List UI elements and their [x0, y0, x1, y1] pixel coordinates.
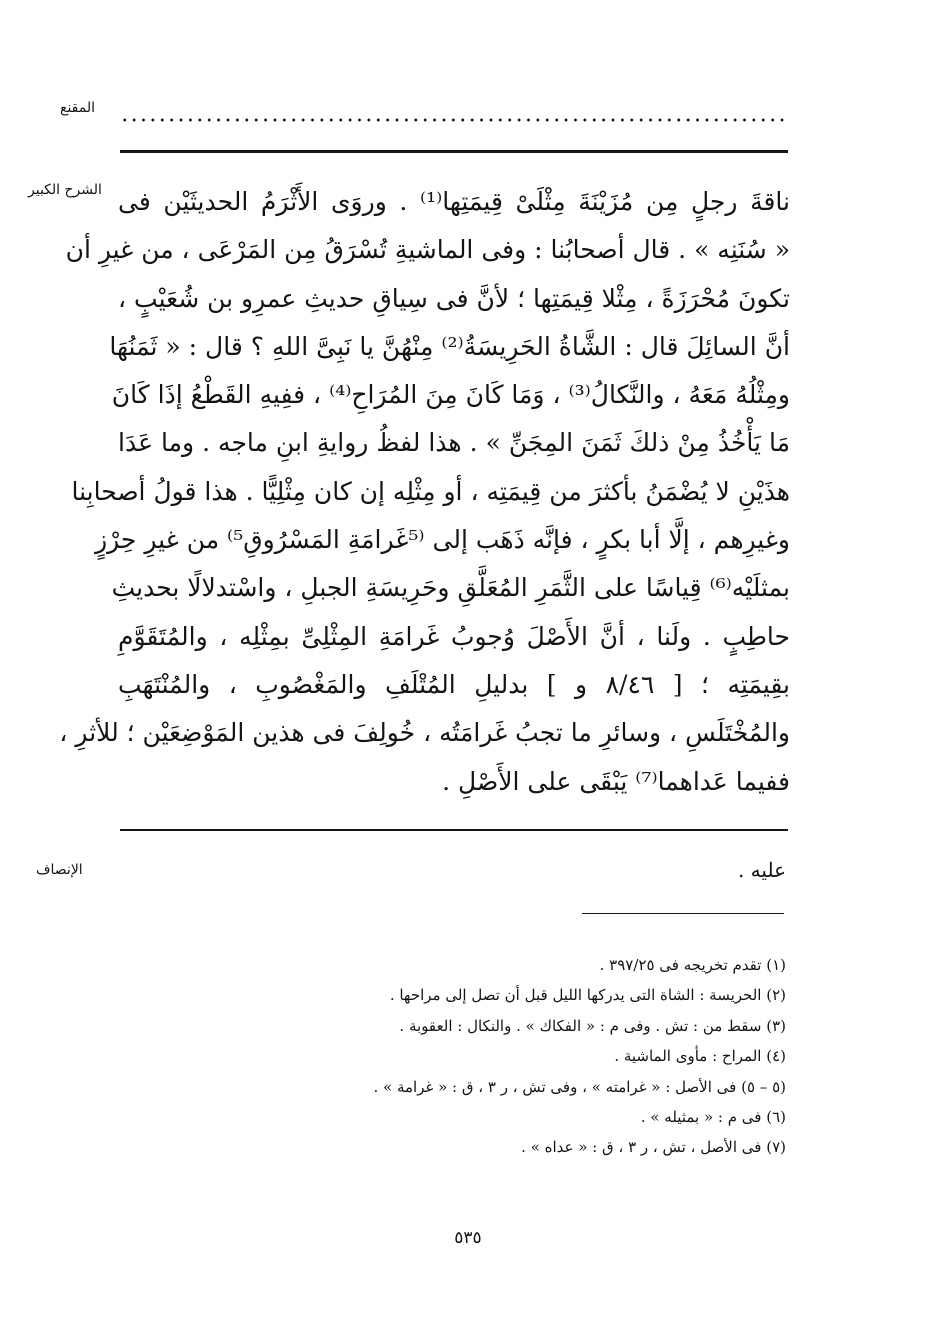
- footnote-separator: [582, 913, 784, 914]
- commentary-line-2: « سُنَنِه » . قال أصحابُنا : وفى الماشيةِ تُسْرَقُ مِن المَرْعَى ، من غيرِ أن: [65, 235, 790, 265]
- book-title-label: المقنع: [60, 100, 96, 116]
- footnote-1: (١) تقدم تخريجه فى ٣٩٧/٢٥ .: [599, 956, 786, 974]
- commentary-end-rule: [120, 829, 788, 831]
- footnote-2: (٢) الحريسة : الشاة التى يدركها الليل قبل أن تصل إلى مراحها .: [389, 986, 786, 1005]
- commentary-line-10: حاطِبٍ . ولَنا ، أنَّ الأَصْلَ وُجوبُ غَرامَةِ المِثْلِىِّ بمِثْلِه ، والمُتَقَوَّمِ: [118, 621, 790, 651]
- commentary-line-3: تكونَ مُحْرَزَةً ، مِثْلا قِيمَتِها ؛ لأنَّ فى سِياقِ حديثِ عمرِو بن شُعَيْبٍ ،: [118, 283, 790, 313]
- commentary-line-11: بقِيمَتِه ؛ [ ٨/٤٦ و ] بدليلِ المُتْلَفِ والمَغْصُوبِ ، والمُنْتَهَبِ: [118, 669, 790, 699]
- commentary-line-5: ومِثْلُهُ مَعَهُ ، والنَّكالُ⁽³⁾ ، وَمَا كَانَ مِنَ المُرَاحِ⁽⁴⁾ ، ففِيهِ القَطْعُ إذَا كَانَ: [111, 380, 790, 410]
- commentary-line-13: ففيما عَداهما⁽⁷⁾ يَبْقَى على الأَصْلِ .: [442, 766, 790, 796]
- header-dotted-leader: [120, 118, 788, 122]
- footnote-3: (٣) سقط من : تش . وفى م : « الفكاك » . والنكال : العقوبة .: [399, 1016, 786, 1035]
- footnote-6: (٦) فى م : « بمثيله » .: [640, 1107, 786, 1126]
- commentary-line-7: هذَيْنِ لا يُضْمَنُ بأكثرَ من قِيمَتِه ، أو مِثْلِه إن كان مِثْلِيًّا . هذا قولُ أصحابِنا: [71, 476, 790, 506]
- footnote-7: (٧) فى الأصل ، تش ، ر ٣ ، ق : « عداه » .: [521, 1138, 786, 1157]
- insaf-section-label: الإنصاف: [36, 862, 83, 878]
- commentary-line-9: بمثلَيْه⁽⁶⁾ قِياسًا على الثَّمَرِ المُعَلَّقِ وحَرِيسَةِ الجبلِ ، واسْتدلالًا بحديثِ: [111, 573, 790, 603]
- commentary-line-6: مَا يَأْخُذُ مِنْ ذلكَ ثَمَنَ المِجَنِّ » . هذا لفظُ روايةِ ابنِ ماجه . وما عَدَا: [118, 428, 790, 458]
- commentary-line-12: والمُخْتَلَسِ ، وسائرِ ما تجبُ غَرامَتُه ، خُولِفَ فى هذين المَوْضِعَيْن ؛ للأثرِ ،: [59, 718, 790, 748]
- footnote-4: (٤) المراح : مأوى الماشية .: [614, 1047, 786, 1066]
- footnote-5: (٥ – ٥) فى الأصل : « غرامته » ، وفى تش ، ر ٣ ، ق : « غرامة » .: [373, 1077, 786, 1096]
- footnotes: [126, 950, 786, 1163]
- commentary-line-4: أنَّ السائِلَ قال : الشَّاةُ الحَرِيسَةُ⁽²⁾ مِنْهُنَّ يا نَبِىَّ اللهِ ؟ قال : « ثَمَنُهَا: [109, 331, 790, 361]
- page-number: ٥٣٥: [454, 1228, 482, 1248]
- commentary-line-8: وغيرِهم ، إلَّا أبا بكرٍ ، فإنَّه ذَهَب إلى ⁽⁵غَرامَةِ المَسْرُوقِ⁵⁾ من غيرِ حِرْزٍ: [95, 525, 790, 555]
- insaf-text: عليه .: [737, 858, 786, 882]
- commentary-line-1: ناقةَ رجلٍ مِن مُزَيْنَةَ مِثْلَىْ قِيمَتِها⁽¹⁾ . وروَى الأَثْرَمُ الحديثَيْن فى: [118, 187, 790, 216]
- header-rule: [120, 150, 788, 153]
- commentary-section-label: الشرح الكبير: [28, 182, 102, 198]
